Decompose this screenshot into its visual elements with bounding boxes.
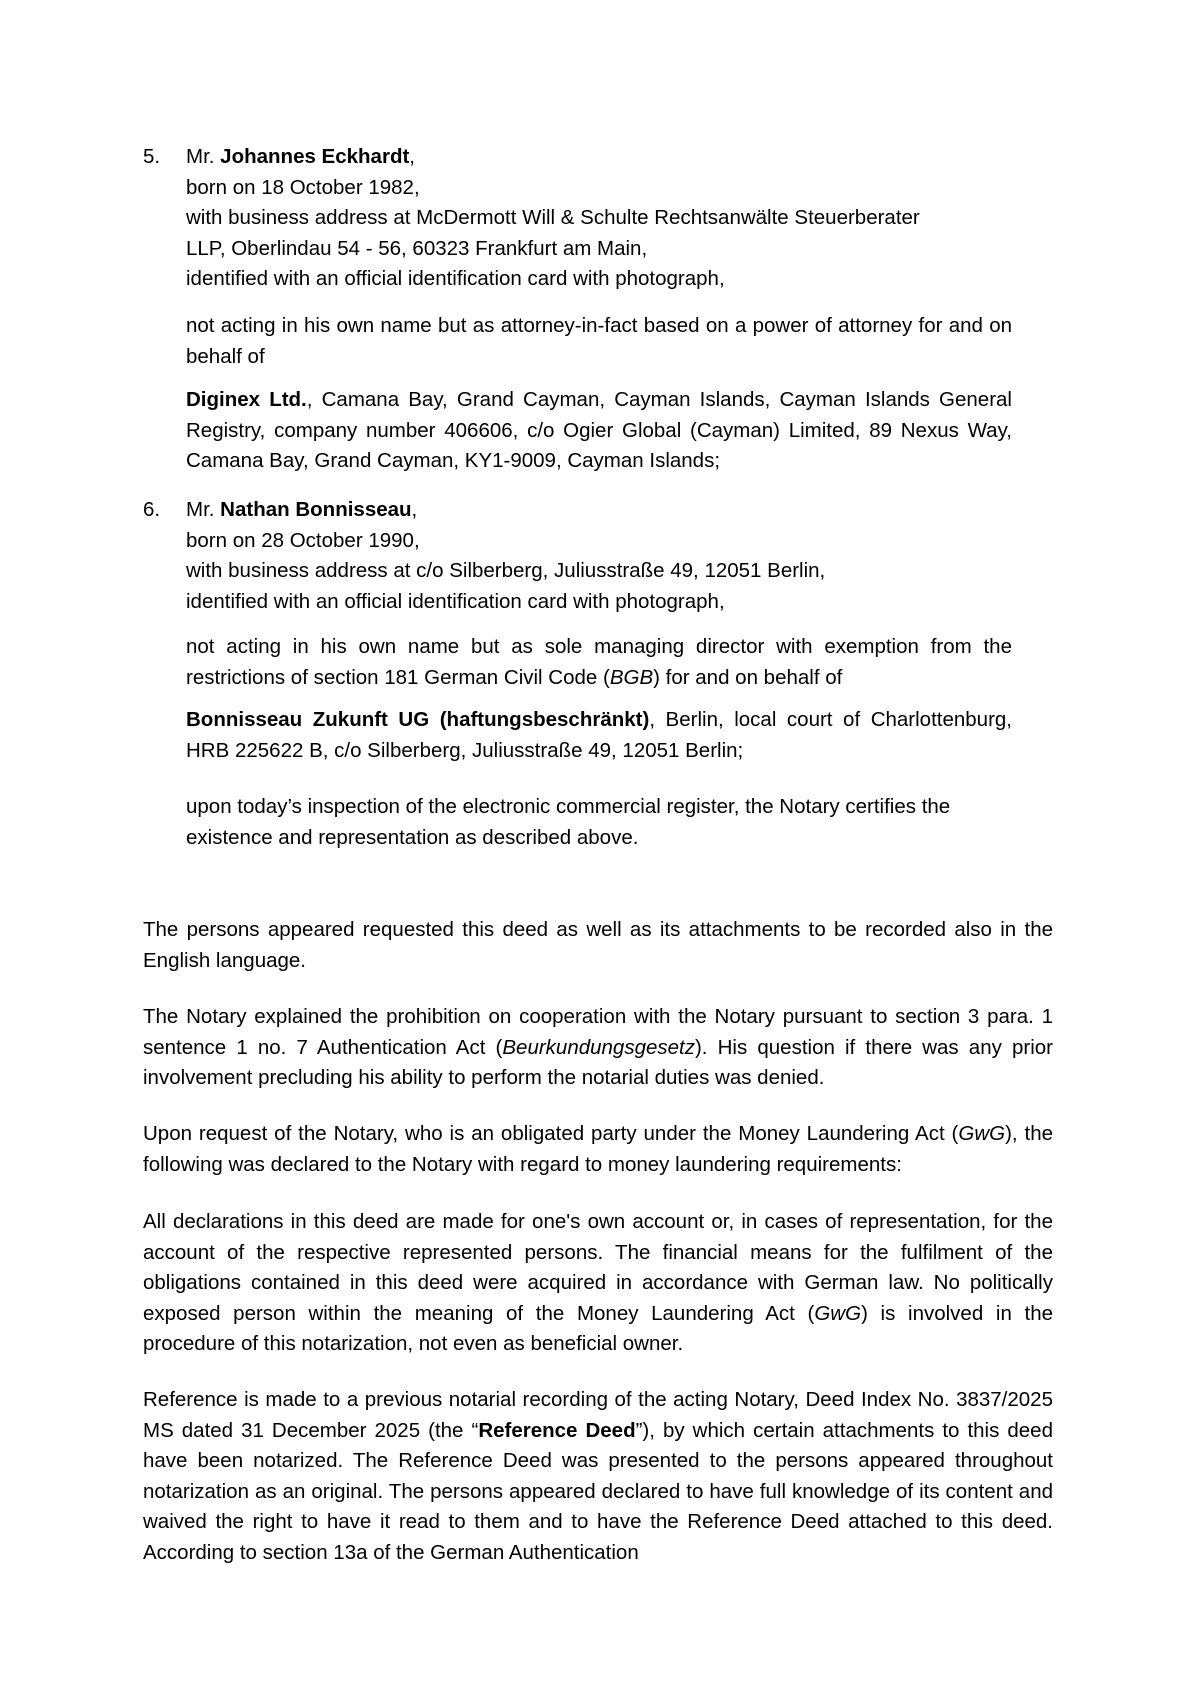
register-note: upon today’s inspection of the electronic commercial register, the Notary certifies the existence and representation as described above.	[186, 795, 951, 849]
paragraph-prohibition: The Notary explained the prohibition on cooperation with the Notary pursuant to section 3 para. 1 sentence 1 no. 7 Authentication Act (Beurkundungsgesetz). His question if there was any prior involvement precluding his ability to perform the notarial duties was denied.	[143, 1005, 1053, 1089]
party-capacity: not acting in his own name but as attorney-in-fact based on a power of attorney for and on behalf of	[186, 314, 1012, 368]
paragraph-english-request: The persons appeared requested this deed as well as its attachments to be recorded also in the English language.	[143, 918, 1053, 972]
party-number: 5.	[143, 145, 161, 168]
paragraph-declarations: All declarations in this deed are made for one's own account or, in cases of representation, for the account of the respective represented persons. The financial means for the fulfilment of the obligations contained in this deed were acquired in accordance with German law. No politically exposed person within the meaning of the Money Laundering Act (GwG) is involved in the procedure of this notarization, not even as beneficial owner.	[143, 1210, 1053, 1355]
party-header	[186, 142, 1016, 295]
party-capacity: not acting in his own name but as sole managing director with exemption from the restrictions of section 181 German Civil Code (BGB) for and on behalf of	[186, 635, 1012, 689]
party-identified: identified with an official identification card with photograph,	[186, 589, 725, 613]
defined-term: Reference Deed	[478, 1418, 636, 1442]
party-name: Nathan Bonnisseau	[220, 498, 412, 521]
party-number: 6.	[143, 498, 161, 521]
party-name: Johannes Eckhardt	[220, 145, 410, 168]
paragraph-gwg-request: Upon request of the Notary, who is an obligated party under the Money Laundering Act (GwG), the following was declared to the Notary with regard to money laundering requirements:	[143, 1122, 1053, 1176]
party-address-line-1: with business address at c/o Silberberg, Juliusstraße 49, 12051 Berlin,	[186, 559, 826, 582]
paragraph-reference-deed: Reference is made to a previous notarial recording of the acting Notary, Deed Index No. 3837/2025 MS dated 31 December 2025 (the “Reference Deed”), by which certain attachments to this deed have been notarized. The Reference Deed was presented to the persons appeared throughout notarization as an original. The persons appeared declared to have full knowledge of its content and waived the right to have it read to them and to have the Reference Deed attached to this deed. According to section 13a of the German Authentication	[143, 1388, 1053, 1564]
represented-entity	[186, 385, 1012, 477]
party-born: born on 28 October 1990,	[186, 528, 420, 552]
entity-name: Diginex Ltd.	[186, 388, 307, 411]
entity-details: , Camana Bay, Grand Cayman, Cayman Islands, Cayman Islands General Registry, company number 406606, c/o Ogier Global (Cayman) Limited, 89 Nexus Way, Camana Bay, Grand Cayman, KY1-9009, Cayman Islands;	[186, 388, 1012, 472]
party-identified: identified with an official identification card with photograph,	[186, 267, 725, 290]
entity-details: , Berlin, local court of Charlottenburg, HRB 225622 B, c/o Silberberg, Juliusstraße 49, 12051 Berlin;	[186, 708, 1013, 762]
party-header	[186, 495, 1016, 617]
party-address-line-2: LLP, Oberlindau 54 - 56, 60323 Frankfurt am Main,	[186, 236, 648, 260]
entity-name: Bonnisseau Zukunft UG (haftungsbeschränkt)	[186, 708, 650, 731]
party-name-line: Mr. Nathan Bonnisseau,	[186, 498, 418, 521]
party-name-line: Mr. Johannes Eckhardt,	[186, 145, 415, 168]
party-address-line-1: with business address at McDermott Will & Schulte Rechtsanwälte Steuerberater	[186, 206, 920, 229]
represented-entity	[186, 705, 1012, 766]
party-born: born on 18 October 1982,	[186, 175, 420, 199]
